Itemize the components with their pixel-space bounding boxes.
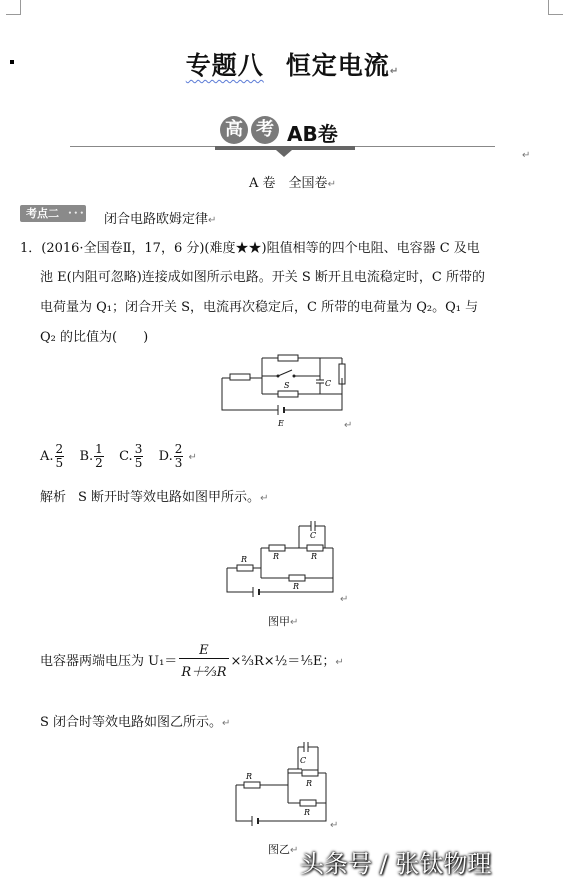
figure-jia-caption	[268, 613, 298, 629]
option-fraction	[174, 443, 184, 470]
option-fraction	[94, 443, 104, 470]
title-subject: 恒定电流	[285, 51, 390, 80]
analysis-label: 解析	[40, 490, 67, 505]
topic-badge: 考点二 • • •	[20, 205, 86, 222]
paragraph-mark-icon: ↵	[340, 594, 349, 605]
option-fraction	[55, 443, 65, 470]
figure-yi-caption-text: 图乙	[268, 843, 290, 856]
figure-jia-r-label-3: R	[311, 552, 318, 561]
figure-jia-r-label-1: R	[241, 555, 248, 564]
gaokao-ab-label: AB卷	[287, 122, 338, 146]
option-label: C.	[119, 449, 133, 464]
analysis-text-1: S 断开时等效电路如图甲所示。	[78, 490, 261, 505]
fraction-numerator: 2	[55, 442, 64, 456]
paragraph-mark-icon: ↵	[188, 452, 197, 463]
option-label: B.	[79, 449, 94, 464]
figure-yi-r-label-2: R	[306, 779, 313, 788]
battery-label: E	[278, 419, 284, 428]
question-line-4: Q₂ 的比值为( )	[40, 330, 149, 345]
formula-prefix: 电容器两端电压为 U₁＝	[40, 654, 178, 669]
volume-title	[0, 172, 585, 191]
analysis-line-2	[40, 711, 230, 730]
fraction-denominator: 2	[95, 456, 103, 470]
figure-yi-resistor-1	[244, 782, 260, 788]
banner-triangle-icon	[276, 150, 292, 157]
page-title	[0, 46, 585, 82]
paragraph-mark-icon: ↵	[290, 845, 299, 856]
paragraph-mark-icon: ↵	[327, 179, 336, 190]
voltage-formula	[40, 643, 344, 680]
option-fraction	[134, 443, 144, 470]
question-line1-text: 阻值相等的四个电阻、电容器 C 及电	[266, 241, 480, 256]
question-line-1	[20, 237, 480, 256]
figure-jia-resistor-1	[237, 565, 253, 571]
gaokao-circle-2: 考	[251, 116, 279, 144]
option-label: A.	[40, 449, 54, 464]
figure-jia-r-label-2: R	[273, 552, 280, 561]
analysis-text-2: S 闭合时等效电路如图乙所示。	[40, 715, 223, 730]
analysis-line-1	[40, 486, 268, 505]
question-number: 1．	[20, 241, 42, 256]
formula-numerator: E	[179, 643, 228, 659]
fraction-denominator: 5	[55, 456, 64, 470]
capacitor-label: C	[325, 379, 332, 388]
question-circuit-diagram	[210, 350, 360, 430]
fraction-numerator: 1	[95, 442, 103, 456]
figure-yi-circuit	[228, 733, 338, 833]
answer-options	[40, 443, 197, 470]
resistor-left	[230, 374, 250, 380]
paragraph-mark-icon: ↵	[222, 718, 231, 729]
figure-yi-resistor-3	[300, 800, 316, 806]
figure-yi-caption	[268, 841, 298, 857]
figure-yi-r-label-3: R	[304, 808, 311, 817]
figure-jia-resistor-4	[289, 575, 305, 581]
paragraph-mark-icon: ↵	[522, 150, 531, 161]
formula-tail: ×⅔R×½＝⅕E；	[230, 654, 336, 669]
figure-yi-r-label-1: R	[246, 772, 253, 781]
option-d[interactable]	[158, 442, 185, 470]
topic-title	[104, 208, 216, 227]
formula-denominator: R＋⅔R	[181, 665, 227, 680]
fraction-numerator: 3	[134, 442, 143, 456]
figure-jia-c-label: C	[310, 531, 317, 540]
switch-label: S	[284, 381, 290, 390]
title-topic: 专题八	[185, 51, 264, 80]
paragraph-mark-icon: ↵	[389, 66, 400, 77]
option-b[interactable]	[79, 442, 104, 470]
question-line-2: 池 E(内阻可忽略)连接成如图所示电路。开关 S 断开且电流稳定时，C 所带的	[40, 270, 486, 285]
watermark: 头条号 / 张钛物理	[300, 850, 492, 878]
figure-yi-resistor-2	[302, 770, 318, 776]
figure-jia-resistor-2	[269, 545, 285, 551]
option-a[interactable]	[40, 442, 65, 470]
paragraph-mark-icon: ↵	[290, 617, 299, 628]
figure-jia-r-label-4: R	[293, 582, 300, 591]
fraction-denominator: 3	[174, 456, 183, 470]
crop-mark-top-right	[548, 0, 563, 15]
figure-jia-caption-text: 图甲	[268, 615, 290, 628]
fraction-numerator: 2	[174, 442, 183, 456]
question-source: (2016·全国卷Ⅱ，17，6 分)(难度★★)	[41, 241, 267, 256]
resistor-top	[278, 355, 298, 361]
figure-jia-circuit	[215, 512, 345, 604]
gaokao-circle-1: 高	[220, 116, 248, 144]
option-label: D.	[158, 449, 173, 464]
fraction-denominator: 5	[134, 456, 143, 470]
paragraph-mark-icon: ↵	[344, 420, 353, 431]
volume-text: A 卷 全国卷	[249, 176, 328, 191]
paragraph-mark-icon: ↵	[260, 493, 269, 504]
crop-mark-top-left	[6, 0, 21, 15]
question-line-3: 电荷量为 Q₁；闭合开关 S，电流再次稳定后，C 所带的电荷量为 Q₂。Q₁ 与	[40, 300, 479, 315]
paragraph-mark-icon: ↵	[335, 657, 344, 668]
figure-jia-resistor-3	[307, 545, 323, 551]
resistor-bottom	[278, 391, 298, 397]
option-c[interactable]	[119, 442, 144, 470]
topic-title-text: 闭合电路欧姆定律	[104, 212, 209, 227]
formula-fraction	[179, 643, 228, 680]
figure-yi-c-label: C	[300, 756, 307, 765]
paragraph-mark-icon: ↵	[330, 820, 339, 831]
paragraph-mark-icon: ↵	[208, 215, 217, 226]
